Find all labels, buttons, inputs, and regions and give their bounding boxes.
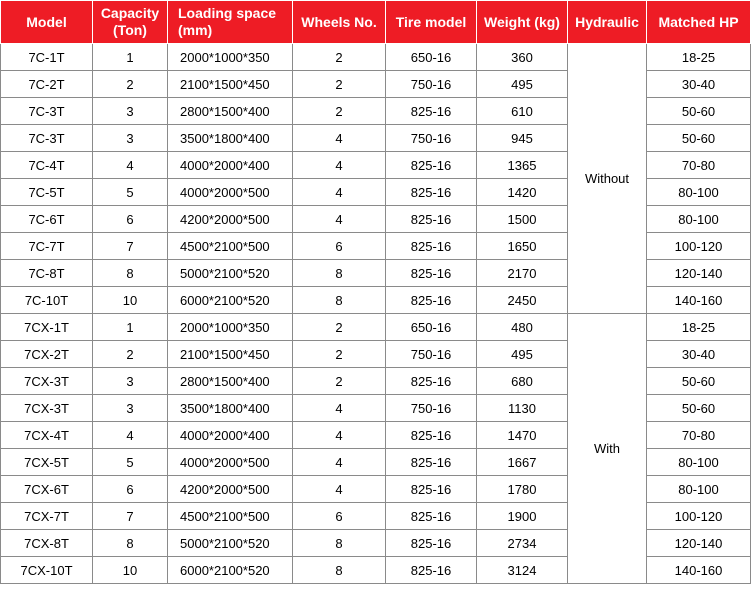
cell-model: 7CX-6T [1, 476, 93, 503]
cell-tire: 825-16 [386, 287, 477, 314]
cell-tire: 750-16 [386, 395, 477, 422]
cell-tire: 650-16 [386, 44, 477, 71]
cell-wheels: 4 [293, 449, 386, 476]
cell-model: 7C-3T [1, 125, 93, 152]
cell-wheels: 4 [293, 125, 386, 152]
cell-capacity: 3 [93, 98, 168, 125]
cell-capacity: 5 [93, 179, 168, 206]
cell-loading-space: 2100*1500*450 [168, 341, 293, 368]
cell-hp: 120-140 [647, 530, 751, 557]
header-tire: Tire model [386, 1, 477, 44]
cell-weight: 1780 [477, 476, 568, 503]
cell-model: 7CX-4T [1, 422, 93, 449]
cell-tire: 825-16 [386, 557, 477, 584]
cell-hp: 80-100 [647, 179, 751, 206]
cell-weight: 1900 [477, 503, 568, 530]
cell-weight: 610 [477, 98, 568, 125]
cell-weight: 1650 [477, 233, 568, 260]
cell-loading-space: 4200*2000*500 [168, 476, 293, 503]
cell-tire: 825-16 [386, 233, 477, 260]
cell-loading-space: 2100*1500*450 [168, 71, 293, 98]
cell-hp: 70-80 [647, 152, 751, 179]
cell-model: 7CX-7T [1, 503, 93, 530]
cell-loading-space: 4500*2100*500 [168, 503, 293, 530]
cell-wheels: 8 [293, 287, 386, 314]
table-row [1, 314, 751, 341]
cell-tire: 825-16 [386, 368, 477, 395]
cell-loading-space: 4000*2000*400 [168, 422, 293, 449]
cell-wheels: 2 [293, 44, 386, 71]
cell-weight: 495 [477, 341, 568, 368]
cell-capacity: 3 [93, 125, 168, 152]
cell-wheels: 2 [293, 98, 386, 125]
cell-hp: 80-100 [647, 476, 751, 503]
cell-loading-space: 3500*1800*400 [168, 125, 293, 152]
cell-weight: 1420 [477, 179, 568, 206]
cell-weight: 2450 [477, 287, 568, 314]
cell-model: 7C-10T [1, 287, 93, 314]
cell-model: 7C-4T [1, 152, 93, 179]
cell-capacity: 10 [93, 287, 168, 314]
cell-weight: 1365 [477, 152, 568, 179]
cell-weight: 480 [477, 314, 568, 341]
cell-tire: 825-16 [386, 503, 477, 530]
cell-wheels: 8 [293, 260, 386, 287]
cell-capacity: 5 [93, 449, 168, 476]
cell-wheels: 2 [293, 314, 386, 341]
cell-tire: 825-16 [386, 152, 477, 179]
cell-loading-space: 6000*2100*520 [168, 557, 293, 584]
cell-tire: 825-16 [386, 422, 477, 449]
cell-hp: 30-40 [647, 71, 751, 98]
cell-weight: 1470 [477, 422, 568, 449]
cell-loading-space: 6000*2100*520 [168, 287, 293, 314]
cell-wheels: 4 [293, 476, 386, 503]
cell-tire: 750-16 [386, 125, 477, 152]
cell-wheels: 4 [293, 152, 386, 179]
cell-weight: 680 [477, 368, 568, 395]
cell-loading-space: 2000*1000*350 [168, 314, 293, 341]
cell-wheels: 4 [293, 422, 386, 449]
header-wheels: Wheels No. [293, 1, 386, 44]
cell-model: 7C-8T [1, 260, 93, 287]
header-loading-line2: (mm) [178, 22, 213, 38]
cell-loading-space: 4000*2000*500 [168, 449, 293, 476]
cell-capacity: 3 [93, 368, 168, 395]
cell-hp: 50-60 [647, 125, 751, 152]
cell-hp: 50-60 [647, 395, 751, 422]
cell-weight: 1667 [477, 449, 568, 476]
cell-model: 7C-5T [1, 179, 93, 206]
header-capacity [93, 1, 168, 44]
cell-weight: 360 [477, 44, 568, 71]
header-loading-space [168, 1, 293, 44]
table-body [1, 44, 751, 584]
cell-weight: 1130 [477, 395, 568, 422]
cell-wheels: 8 [293, 530, 386, 557]
cell-tire: 825-16 [386, 98, 477, 125]
cell-capacity: 3 [93, 395, 168, 422]
cell-wheels: 4 [293, 206, 386, 233]
cell-loading-space: 2800*1500*400 [168, 98, 293, 125]
cell-weight: 1500 [477, 206, 568, 233]
cell-hp: 120-140 [647, 260, 751, 287]
cell-wheels: 2 [293, 341, 386, 368]
cell-capacity: 2 [93, 341, 168, 368]
cell-loading-space: 5000*2100*520 [168, 530, 293, 557]
cell-loading-space: 4200*2000*500 [168, 206, 293, 233]
cell-tire: 825-16 [386, 449, 477, 476]
cell-weight: 945 [477, 125, 568, 152]
cell-weight: 2170 [477, 260, 568, 287]
cell-model: 7CX-10T [1, 557, 93, 584]
cell-hp: 18-25 [647, 314, 751, 341]
cell-capacity: 1 [93, 314, 168, 341]
cell-capacity: 4 [93, 422, 168, 449]
cell-loading-space: 5000*2100*520 [168, 260, 293, 287]
cell-wheels: 2 [293, 368, 386, 395]
cell-wheels: 2 [293, 71, 386, 98]
table-header [1, 1, 751, 44]
cell-loading-space: 2800*1500*400 [168, 368, 293, 395]
cell-loading-space: 2000*1000*350 [168, 44, 293, 71]
cell-loading-space: 4500*2100*500 [168, 233, 293, 260]
header-model: Model [1, 1, 93, 44]
cell-hydraulic: With [568, 314, 647, 584]
cell-model: 7CX-5T [1, 449, 93, 476]
cell-model: 7C-2T [1, 71, 93, 98]
cell-weight: 2734 [477, 530, 568, 557]
cell-hp: 30-40 [647, 341, 751, 368]
cell-capacity: 7 [93, 503, 168, 530]
cell-capacity: 7 [93, 233, 168, 260]
cell-hp: 70-80 [647, 422, 751, 449]
cell-hp: 50-60 [647, 368, 751, 395]
cell-capacity: 6 [93, 476, 168, 503]
header-loading-line1: Loading space [178, 5, 277, 21]
cell-model: 7CX-3T [1, 395, 93, 422]
cell-hp: 100-120 [647, 233, 751, 260]
cell-hp: 140-160 [647, 557, 751, 584]
cell-model: 7CX-8T [1, 530, 93, 557]
cell-hp: 80-100 [647, 206, 751, 233]
header-capacity-line2: (Ton) [113, 22, 147, 38]
cell-capacity: 2 [93, 71, 168, 98]
cell-tire: 750-16 [386, 341, 477, 368]
cell-model: 7CX-1T [1, 314, 93, 341]
header-hp: Matched HP [647, 1, 751, 44]
cell-hydraulic: Without [568, 44, 647, 314]
cell-capacity: 6 [93, 206, 168, 233]
cell-hp: 80-100 [647, 449, 751, 476]
cell-hp: 100-120 [647, 503, 751, 530]
cell-wheels: 4 [293, 179, 386, 206]
cell-model: 7CX-2T [1, 341, 93, 368]
cell-capacity: 8 [93, 260, 168, 287]
cell-tire: 825-16 [386, 206, 477, 233]
header-hydraulic: Hydraulic [568, 1, 647, 44]
cell-loading-space: 4000*2000*400 [168, 152, 293, 179]
cell-capacity: 4 [93, 152, 168, 179]
cell-wheels: 4 [293, 395, 386, 422]
cell-tire: 825-16 [386, 476, 477, 503]
cell-hp: 140-160 [647, 287, 751, 314]
cell-model: 7CX-3T [1, 368, 93, 395]
cell-wheels: 6 [293, 503, 386, 530]
cell-hp: 18-25 [647, 44, 751, 71]
header-weight: Weight (kg) [477, 1, 568, 44]
cell-tire: 825-16 [386, 260, 477, 287]
cell-model: 7C-6T [1, 206, 93, 233]
cell-loading-space: 4000*2000*500 [168, 179, 293, 206]
cell-tire: 825-16 [386, 530, 477, 557]
header-capacity-line1: Capacity [100, 5, 160, 21]
cell-tire: 825-16 [386, 179, 477, 206]
cell-wheels: 8 [293, 557, 386, 584]
table-row [1, 44, 751, 71]
cell-model: 7C-1T [1, 44, 93, 71]
cell-hp: 50-60 [647, 98, 751, 125]
cell-wheels: 6 [293, 233, 386, 260]
cell-capacity: 10 [93, 557, 168, 584]
cell-weight: 3124 [477, 557, 568, 584]
cell-capacity: 8 [93, 530, 168, 557]
cell-loading-space: 3500*1800*400 [168, 395, 293, 422]
cell-model: 7C-7T [1, 233, 93, 260]
cell-weight: 495 [477, 71, 568, 98]
cell-capacity: 1 [93, 44, 168, 71]
cell-tire: 750-16 [386, 71, 477, 98]
cell-tire: 650-16 [386, 314, 477, 341]
cell-model: 7C-3T [1, 98, 93, 125]
header-row [1, 1, 751, 44]
